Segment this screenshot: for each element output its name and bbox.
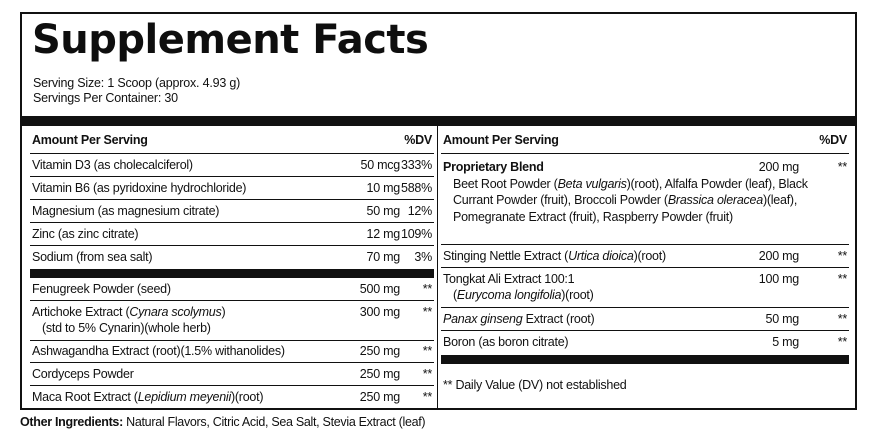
- row-dv: 12%: [407, 204, 432, 218]
- blend-name: Proprietary Blend: [443, 160, 544, 174]
- table-row: [30, 177, 434, 200]
- row-dv: 109%: [401, 227, 432, 241]
- table-row: [30, 301, 434, 341]
- row-name: Boron (as boron citrate): [443, 335, 569, 349]
- row-dv: **: [837, 272, 847, 286]
- row-dv: **: [837, 335, 847, 349]
- blend-text-part: )(leaf),: [762, 193, 798, 207]
- row-name-latin: Urtica dioica: [568, 249, 634, 263]
- column-divider: [437, 126, 438, 410]
- row-name: Cordyceps Powder: [32, 367, 134, 381]
- table-row: [441, 308, 849, 331]
- left-table-header: [30, 126, 434, 154]
- blend-text-part: )(root), Alfalfa Powder (leaf), Black: [626, 177, 808, 191]
- row-dv: 3%: [414, 250, 432, 264]
- row-amount: 250 mg: [359, 390, 400, 404]
- header-dv: %DV: [404, 133, 432, 147]
- panel-title: Supplement Facts: [32, 17, 429, 63]
- table-row: [30, 154, 434, 177]
- row-dv: **: [422, 390, 432, 404]
- other-ingredients: [20, 415, 425, 429]
- dv-footnote: ** Daily Value (DV) not established: [443, 378, 627, 392]
- row-name: Sodium (from sea salt): [32, 250, 153, 264]
- row-name-part: )(root): [230, 390, 264, 404]
- row-amount: 250 mg: [359, 344, 400, 358]
- row-dv: 588%: [401, 181, 432, 195]
- row-dv: **: [837, 312, 847, 326]
- header-dv: %DV: [819, 133, 847, 147]
- row-dv: **: [422, 367, 432, 381]
- row-name-part: )(root): [633, 249, 666, 263]
- row-amount: 12 mg: [366, 227, 400, 241]
- row-amount: 5 mg: [772, 335, 799, 349]
- row-name: [32, 390, 263, 405]
- row-name-part: Maca Root Extract (: [32, 390, 138, 404]
- supplement-facts-panel: [20, 12, 857, 410]
- blend-ingredients-line: [453, 192, 797, 208]
- blend-ingredients-line: Pomegranate Extract (fruit), Raspberry Powder (fruit): [453, 210, 733, 224]
- left-table: [30, 126, 434, 408]
- row-name: Magnesium (as magnesium citrate): [32, 204, 220, 218]
- table-row: [441, 268, 849, 308]
- table-row: [441, 331, 849, 364]
- blend-latin: Brassica oleracea: [667, 193, 763, 207]
- row-name: Vitamin D3 (as cholecalciferol): [32, 158, 193, 172]
- row-amount: 50 mg: [765, 312, 799, 326]
- right-table: [441, 126, 849, 392]
- row-name: [443, 249, 666, 264]
- header-amount-per-serving: Amount Per Serving: [443, 133, 559, 147]
- row-name-part: Stinging Nettle Extract (: [443, 249, 569, 263]
- right-table-header: [441, 126, 849, 154]
- table-row: [30, 278, 434, 301]
- row-name-line2: [453, 288, 594, 303]
- table-row: [30, 200, 434, 223]
- row-name: Ashwagandha Extract (root)(1.5% withanolides): [32, 344, 285, 358]
- row-name: [443, 312, 594, 327]
- table-row: [30, 386, 434, 408]
- row-amount: 500 mg: [359, 282, 400, 296]
- row-name-latin: Panax ginseng: [443, 312, 523, 326]
- row-dv: **: [837, 249, 847, 263]
- row-name: Tongkat Ali Extract 100:1: [443, 272, 575, 286]
- row-name: Vitamin B6 (as pyridoxine hydrochloride): [32, 181, 247, 195]
- top-divider-bar: [22, 116, 855, 126]
- other-ingredients-text: Natural Flavors, Citric Acid, Sea Salt, Stevia Extract (leaf): [122, 415, 426, 429]
- row-name-part: Extract (root): [522, 312, 595, 326]
- row-dv: **: [422, 282, 432, 296]
- table-row: [30, 363, 434, 386]
- row-amount: 200 mg: [758, 249, 799, 263]
- blend-dv: **: [837, 160, 847, 174]
- row-name-part: (: [453, 288, 457, 302]
- table-row: [441, 245, 849, 268]
- row-dv: 333%: [401, 158, 432, 172]
- serving-size: Serving Size: 1 Scoop (approx. 4.93 g): [33, 76, 241, 90]
- row-name-latin: Cynara scolymus: [129, 305, 222, 319]
- row-name-latin: Lepidium meyenii: [137, 390, 231, 404]
- row-name-latin: Eurycoma longifolia: [456, 288, 562, 302]
- row-name-part: Artichoke Extract (: [32, 305, 130, 319]
- blend-amount: 200 mg: [758, 160, 799, 174]
- row-name: [32, 305, 225, 320]
- servings-per-container: Servings Per Container: 30: [33, 91, 178, 105]
- row-amount: 70 mg: [366, 250, 400, 264]
- row-name-line2: (std to 5% Cynarin)(whole herb): [42, 321, 211, 335]
- row-dv: **: [422, 344, 432, 358]
- row-amount: 250 mg: [359, 367, 400, 381]
- row-amount: 10 mg: [366, 181, 400, 195]
- row-name-part: ): [221, 305, 226, 319]
- table-row: [30, 223, 434, 246]
- blend-ingredients-line: [453, 176, 808, 192]
- row-amount: 50 mg: [366, 204, 400, 218]
- row-amount: 300 mg: [359, 305, 400, 319]
- other-ingredients-label: Other Ingredients:: [20, 415, 123, 429]
- blend-text-part: Currant Powder (fruit), Broccoli Powder (: [453, 193, 668, 207]
- row-name: Fenugreek Powder (seed): [32, 282, 171, 296]
- table-row: [30, 341, 434, 363]
- row-amount: 50 mcg: [360, 158, 400, 172]
- table-row: [30, 246, 434, 278]
- row-name-part: )(root): [561, 288, 594, 302]
- header-amount-per-serving: Amount Per Serving: [32, 133, 148, 147]
- row-name: Zinc (as zinc citrate): [32, 227, 139, 241]
- row-dv: **: [422, 305, 432, 319]
- row-amount: 100 mg: [758, 272, 799, 286]
- blend-text-part: Beet Root Powder (: [453, 177, 558, 191]
- blend-latin: Beta vulgaris: [557, 177, 627, 191]
- proprietary-blend-row: [441, 154, 849, 245]
